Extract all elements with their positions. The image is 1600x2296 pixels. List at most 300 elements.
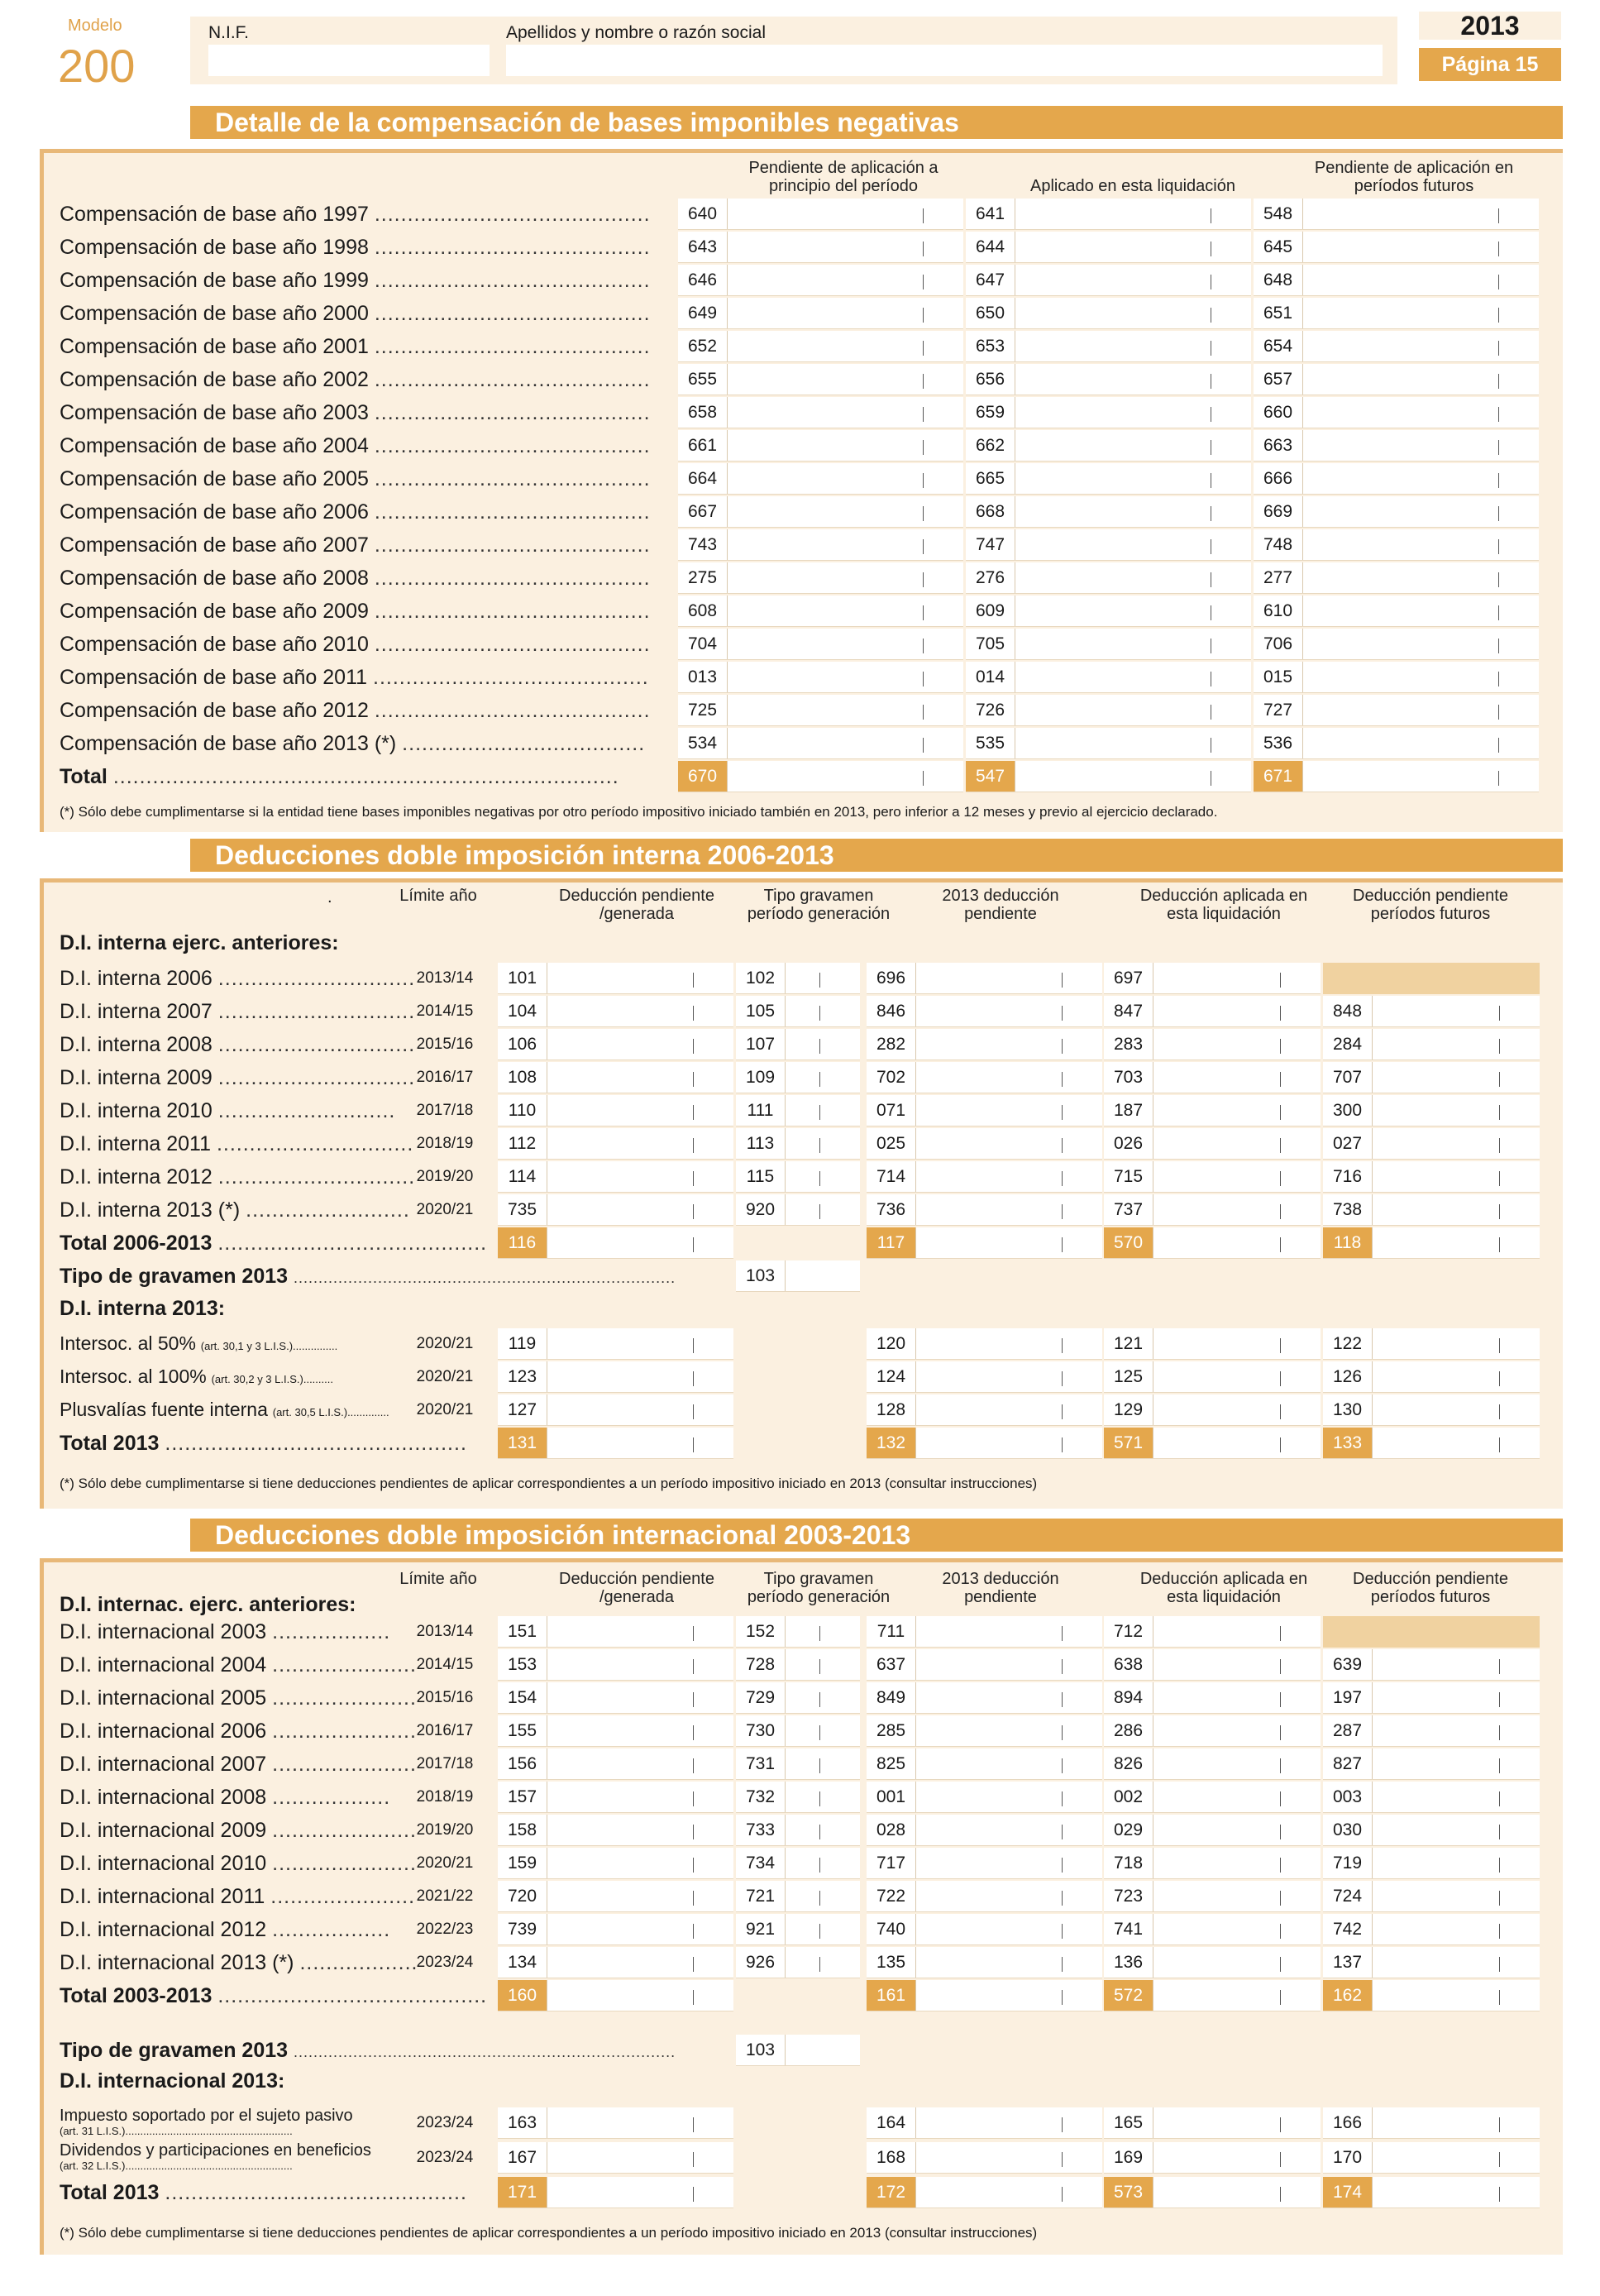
pendiente-inicio-field[interactable] xyxy=(678,596,963,627)
box-code: 029 xyxy=(1104,1815,1153,1845)
deduccion-aplicada-field[interactable] xyxy=(1104,1095,1321,1126)
decimal-separator xyxy=(693,1072,694,1087)
tipo-gravamen-field[interactable] xyxy=(736,1782,860,1813)
pendiente-inicio-field[interactable] xyxy=(678,397,963,428)
aplicado-field[interactable] xyxy=(966,298,1251,329)
pendiente-futuros-field[interactable] xyxy=(1254,463,1539,495)
total-deduccion-field[interactable] xyxy=(498,1227,733,1259)
deduccion-2013-field[interactable] xyxy=(867,1682,1102,1714)
tipo-gravamen-row-label xyxy=(60,2035,729,2068)
deduccion-pendiente-futuros-field[interactable] xyxy=(1323,1715,1540,1747)
deduccion-pendiente-field[interactable] xyxy=(498,1616,733,1648)
limite-year: 2013/14 xyxy=(416,1623,474,1640)
box-code: 671 xyxy=(1254,761,1303,792)
deduccion-pendiente-field[interactable] xyxy=(498,1815,733,1846)
footnote-di-internacional: (*) Sólo debe cumplimentarse si tiene deducciones pendientes de aplicar correspondientes a un período impositivo iniciado en 2013 (consultar instrucciones) xyxy=(60,2225,1038,2241)
deduccion-pendiente-futuros-field[interactable] xyxy=(1323,1848,1540,1879)
deduccion-pendiente-field[interactable] xyxy=(498,1161,733,1193)
box-code: 028 xyxy=(867,1815,916,1845)
tipo-gravamen-field[interactable] xyxy=(736,1947,860,1978)
decimal-separator xyxy=(1280,1105,1281,1120)
deduccion-aplicada-field[interactable] xyxy=(1104,1914,1321,1945)
decimal-separator xyxy=(1280,1626,1281,1641)
tipo-gravamen-field[interactable] xyxy=(736,1748,860,1780)
tipo-gravamen-field[interactable] xyxy=(736,1095,860,1126)
deduccion-pendiente-field[interactable] xyxy=(498,1128,733,1160)
deduccion-2013-field[interactable] xyxy=(867,1062,1102,1093)
aplicado-field[interactable] xyxy=(966,430,1251,462)
aplicado-field[interactable] xyxy=(966,331,1251,362)
deduccion-pendiente-futuros-field[interactable] xyxy=(1323,1095,1540,1126)
compensacion-row-label xyxy=(60,232,671,263)
row-label-text: D.I. internacional 2013 (*) xyxy=(60,1951,294,1974)
compensacion-row-label xyxy=(60,562,671,594)
deduccion-2013-field[interactable] xyxy=(867,2142,1102,2174)
deduccion-pendiente-futuros-field[interactable] xyxy=(1323,1815,1540,1846)
decimal-separator xyxy=(923,440,924,455)
tipo-gravamen-field[interactable] xyxy=(736,1881,860,1912)
total-pendiente-field[interactable] xyxy=(1323,2177,1540,2208)
deduccion-aplicada-field[interactable] xyxy=(1104,1194,1321,1226)
deduccion-pendiente-field[interactable] xyxy=(498,1194,733,1226)
tipo-gravamen-field[interactable] xyxy=(736,1914,860,1945)
box-code: 102 xyxy=(736,963,786,993)
deduccion-aplicada-field[interactable] xyxy=(1104,1394,1321,1426)
row-label-text: Compensación de base año 1999 xyxy=(60,269,369,292)
aplicado-field[interactable] xyxy=(966,397,1251,428)
deduccion-2013-field[interactable] xyxy=(867,996,1102,1027)
box-code: 536 xyxy=(1254,728,1303,758)
tipo-gravamen-2013-field[interactable] xyxy=(736,2035,860,2066)
leader-dots: .............. xyxy=(347,1406,389,1418)
di-row-label xyxy=(60,1748,417,1780)
deduccion-2013-field[interactable] xyxy=(867,1815,1102,1846)
deduccion-2013-field[interactable] xyxy=(867,1394,1102,1426)
deduccion-pendiente-futuros-field[interactable] xyxy=(1323,1649,1540,1681)
box-code: 117 xyxy=(867,1227,916,1258)
aplicado-field[interactable] xyxy=(966,529,1251,561)
deduccion-2013-field[interactable] xyxy=(867,1194,1102,1226)
deduccion-aplicada-field[interactable] xyxy=(1104,1848,1321,1879)
box-code: 638 xyxy=(1104,1649,1153,1680)
box-code: 742 xyxy=(1323,1914,1373,1944)
deduccion-pendiente-futuros-field[interactable] xyxy=(1323,1782,1540,1813)
decimal-separator xyxy=(923,672,924,686)
box-code: 608 xyxy=(678,596,728,626)
aplicado-field[interactable] xyxy=(966,629,1251,660)
deduccion-pendiente-field[interactable] xyxy=(498,1715,733,1747)
tipo-gravamen-field[interactable] xyxy=(736,1616,860,1648)
total-pendiente-futuros-field[interactable] xyxy=(1254,761,1539,792)
box-code: 703 xyxy=(1104,1062,1153,1093)
shaded-disabled-box xyxy=(1323,1616,1540,1648)
decimal-separator xyxy=(693,1758,694,1773)
compensacion-row-label xyxy=(60,298,671,329)
deduccion-pendiente-futuros-field[interactable] xyxy=(1323,2107,1540,2139)
box-code: 127 xyxy=(498,1394,547,1425)
decimal-separator xyxy=(1280,1659,1281,1674)
deduccion-pendiente-field[interactable] xyxy=(498,2107,733,2139)
deduccion-pendiente-field[interactable] xyxy=(498,1848,733,1879)
pendiente-inicio-field[interactable] xyxy=(678,364,963,395)
pendiente-futuros-field[interactable] xyxy=(1254,695,1539,726)
deduccion-aplicada-field[interactable] xyxy=(1104,963,1321,994)
box-code: 159 xyxy=(498,1848,547,1878)
box-code: 721 xyxy=(736,1881,786,1911)
deduccion-pendiente-futuros-field[interactable] xyxy=(1323,1194,1540,1226)
pendiente-futuros-field[interactable] xyxy=(1254,596,1539,627)
pendiente-inicio-field[interactable] xyxy=(678,463,963,495)
decimal-separator xyxy=(1280,1891,1281,1906)
pendiente-inicio-field[interactable] xyxy=(678,695,963,726)
leader-dots: .............................. xyxy=(217,967,416,990)
aplicado-field[interactable] xyxy=(966,562,1251,594)
decimal-separator xyxy=(819,1891,820,1906)
tipo-gravamen-field[interactable] xyxy=(736,1649,860,1681)
decimal-separator xyxy=(819,1924,820,1939)
tipo-gravamen-field[interactable] xyxy=(736,1128,860,1160)
total-aplicada-field[interactable] xyxy=(1104,1980,1321,2011)
deduccion-aplicada-field[interactable] xyxy=(1104,1161,1321,1193)
deduccion-pendiente-field[interactable] xyxy=(498,1881,733,1912)
aplicado-field[interactable] xyxy=(966,463,1251,495)
deduccion-2013-field[interactable] xyxy=(867,1029,1102,1060)
box-code: 197 xyxy=(1323,1682,1373,1713)
total-aplicada-field[interactable] xyxy=(1104,2177,1321,2208)
decimal-separator xyxy=(1062,1072,1063,1087)
di-row-label xyxy=(60,963,416,994)
deduccion-pendiente-futuros-field[interactable] xyxy=(1323,1947,1540,1978)
deduccion-2013-field[interactable] xyxy=(867,1748,1102,1780)
box-code: 736 xyxy=(867,1194,916,1225)
leader-dots: .............................. xyxy=(217,1033,416,1056)
leader-dots: .......................................... xyxy=(374,533,651,557)
total-deduccion-field[interactable] xyxy=(498,1980,733,2011)
pendiente-futuros-field[interactable] xyxy=(1254,662,1539,693)
box-code: 174 xyxy=(1323,2177,1373,2208)
pendiente-inicio-field[interactable] xyxy=(678,199,963,230)
deduccion-pendiente-futuros-field[interactable] xyxy=(1323,1029,1540,1060)
aplicado-field[interactable] xyxy=(966,728,1251,759)
deduccion-pendiente-field[interactable] xyxy=(498,1649,733,1681)
total-deduccion-field[interactable] xyxy=(498,1428,733,1459)
box-code: 704 xyxy=(678,629,728,659)
deduccion-2013-field[interactable] xyxy=(867,1361,1102,1393)
total-pendiente-field[interactable] xyxy=(1323,1428,1540,1459)
tipo-gravamen-2013-field[interactable] xyxy=(736,1260,860,1292)
row-label-text: Compensación de base año 2005 xyxy=(60,467,369,490)
total-pendiente-field[interactable] xyxy=(1323,1980,1540,2011)
di-row-label xyxy=(60,1194,410,1226)
pendiente-futuros-field[interactable] xyxy=(1254,562,1539,594)
tipo-gravamen-field[interactable] xyxy=(736,996,860,1027)
box-code: 014 xyxy=(966,662,1015,692)
decimal-separator xyxy=(923,473,924,488)
decimal-separator xyxy=(1499,1105,1500,1120)
row-label-text: D.I. interna 2008 xyxy=(60,1033,213,1056)
box-code: 723 xyxy=(1104,1881,1153,1911)
deduccion-pendiente-futuros-field[interactable] xyxy=(1323,2142,1540,2174)
deduccion-aplicada-field[interactable] xyxy=(1104,1029,1321,1060)
di-row-label xyxy=(60,1649,417,1681)
deduccion-pendiente-field[interactable] xyxy=(498,1748,733,1780)
decimal-separator xyxy=(1499,1791,1500,1806)
deduccion-2013-field[interactable] xyxy=(867,1095,1102,1126)
decimal-separator xyxy=(819,1957,820,1972)
deduccion-pendiente-futuros-field[interactable] xyxy=(1323,1361,1540,1393)
tipo-gravamen-field[interactable] xyxy=(736,1682,860,1714)
deduccion-aplicada-field[interactable] xyxy=(1104,1062,1321,1093)
pendiente-futuros-field[interactable] xyxy=(1254,199,1539,230)
deduccion-pendiente-futuros-field[interactable] xyxy=(1323,1914,1540,1945)
tipo-gravamen-field[interactable] xyxy=(736,1194,860,1226)
decimal-separator xyxy=(1280,1039,1281,1054)
box-code: 570 xyxy=(1104,1227,1153,1258)
deduccion-pendiente-futuros-field[interactable] xyxy=(1323,1328,1540,1360)
deduccion-pendiente-futuros-field[interactable] xyxy=(1323,1394,1540,1426)
pendiente-futuros-field[interactable] xyxy=(1254,728,1539,759)
total-2013-field[interactable] xyxy=(867,1227,1102,1259)
deduccion-aplicada-field[interactable] xyxy=(1104,1128,1321,1160)
deduccion-pendiente-futuros-field[interactable] xyxy=(1323,1062,1540,1093)
box-code: 114 xyxy=(498,1161,547,1192)
box-code: 071 xyxy=(867,1095,916,1126)
deduccion-2013-field[interactable] xyxy=(867,1848,1102,1879)
decimal-separator xyxy=(1499,1825,1500,1839)
deduccion-aplicada-field[interactable] xyxy=(1104,1782,1321,1813)
pendiente-inicio-field[interactable] xyxy=(678,496,963,528)
box-code: 732 xyxy=(736,1782,786,1812)
row-label-text: Compensación de base año 2003 xyxy=(60,401,369,424)
deduccion-pendiente-futuros-field[interactable] xyxy=(1323,1161,1540,1193)
total-2013-field[interactable] xyxy=(867,1428,1102,1459)
decimal-separator xyxy=(1062,1990,1063,2005)
aplicado-field[interactable] xyxy=(966,662,1251,693)
di-row-label xyxy=(60,1848,417,1879)
decimal-separator xyxy=(1062,1338,1063,1353)
row-label-text: Total xyxy=(60,765,107,788)
box-code: 657 xyxy=(1254,364,1303,395)
row-label-text: Compensación de base año 1998 xyxy=(60,236,369,259)
decimal-separator xyxy=(1062,1204,1063,1219)
di-row-label xyxy=(60,996,416,1027)
deduccion-aplicada-field[interactable] xyxy=(1104,1361,1321,1393)
box-code: 727 xyxy=(1254,695,1303,725)
pendiente-futuros-field[interactable] xyxy=(1254,298,1539,329)
leader-dots: ........................................................ xyxy=(125,2125,293,2137)
deduccion-aplicada-field[interactable] xyxy=(1104,1748,1321,1780)
col-header-2013: 2013 deducción pendiente xyxy=(942,1570,1059,1606)
deduccion-pendiente-field[interactable] xyxy=(498,1914,733,1945)
deduccion-pendiente-field[interactable] xyxy=(498,2142,733,2174)
total-aplicado-field[interactable] xyxy=(966,761,1251,792)
decimal-separator xyxy=(693,1957,694,1972)
total-deduccion-field[interactable] xyxy=(498,2177,733,2208)
total-aplicada-field[interactable] xyxy=(1104,1227,1321,1259)
deduccion-pendiente-field[interactable] xyxy=(498,1682,733,1714)
deduccion-pendiente-futuros-field[interactable] xyxy=(1323,1881,1540,1912)
leader-dots: ............................................................................. xyxy=(112,765,619,788)
deduccion-2013-field[interactable] xyxy=(867,2107,1102,2139)
aplicado-field[interactable] xyxy=(966,596,1251,627)
pendiente-futuros-field[interactable] xyxy=(1254,629,1539,660)
deduccion-pendiente-futuros-field[interactable] xyxy=(1323,1128,1540,1160)
aplicado-field[interactable] xyxy=(966,695,1251,726)
deduccion-pendiente-field[interactable] xyxy=(498,1328,733,1360)
total-2013-field[interactable] xyxy=(867,2177,1102,2208)
total-aplicada-field[interactable] xyxy=(1104,1428,1321,1459)
decimal-separator xyxy=(819,1006,820,1021)
pendiente-inicio-field[interactable] xyxy=(678,629,963,660)
deduccion-pendiente-field[interactable] xyxy=(498,963,733,994)
name-field[interactable] xyxy=(506,45,1383,76)
row-label-text: Compensación de base año 2011 xyxy=(60,666,368,689)
deduccion-aplicada-field[interactable] xyxy=(1104,1947,1321,1978)
deduccion-aplicada-field[interactable] xyxy=(1104,1328,1321,1360)
deduccion-pendiente-field[interactable] xyxy=(498,1361,733,1393)
pendiente-futuros-field[interactable] xyxy=(1254,265,1539,296)
legal-ref: (art. 30,5 L.I.S.) xyxy=(272,1406,348,1418)
deduccion-aplicada-field[interactable] xyxy=(1104,1815,1321,1846)
decimal-separator xyxy=(1280,1171,1281,1186)
total-2013-field[interactable] xyxy=(867,1980,1102,2011)
deduccion-aplicada-field[interactable] xyxy=(1104,1715,1321,1747)
deduccion-2013-field[interactable] xyxy=(867,1715,1102,1747)
pendiente-inicio-field[interactable] xyxy=(678,265,963,296)
pendiente-futuros-field[interactable] xyxy=(1254,232,1539,263)
pendiente-inicio-field[interactable] xyxy=(678,232,963,263)
box-code: 134 xyxy=(498,1947,547,1978)
leader-dots: ...................... xyxy=(270,1885,416,1908)
deduccion-pendiente-futuros-field[interactable] xyxy=(1323,1748,1540,1780)
tipo-gravamen-field[interactable] xyxy=(736,1848,860,1879)
deduccion-pendiente-field[interactable] xyxy=(498,1947,733,1978)
di-row-label xyxy=(60,1715,417,1747)
tipo-gravamen-field[interactable] xyxy=(736,1815,860,1846)
pendiente-futuros-field[interactable] xyxy=(1254,331,1539,362)
deduccion-aplicada-field[interactable] xyxy=(1104,996,1321,1027)
pendiente-futuros-field[interactable] xyxy=(1254,397,1539,428)
decimal-separator xyxy=(693,1990,694,2005)
pendiente-inicio-field[interactable] xyxy=(678,562,963,594)
deduccion-aplicada-field[interactable] xyxy=(1104,1616,1321,1648)
pendiente-inicio-field[interactable] xyxy=(678,529,963,561)
box-code: 670 xyxy=(678,761,728,792)
decimal-separator xyxy=(1499,1990,1500,2005)
aplicado-field[interactable] xyxy=(966,232,1251,263)
box-code: 287 xyxy=(1323,1715,1373,1746)
deduccion-aplicada-field[interactable] xyxy=(1104,1682,1321,1714)
box-code: 125 xyxy=(1104,1361,1153,1392)
decimal-separator xyxy=(1280,2152,1281,2167)
tipo-gravamen-field[interactable] xyxy=(736,1161,860,1193)
deduccion-2013-field[interactable] xyxy=(867,1616,1102,1648)
decimal-separator xyxy=(1498,374,1499,389)
tipo-gravamen-field[interactable] xyxy=(736,963,860,994)
pendiente-inicio-field[interactable] xyxy=(678,331,963,362)
aplicado-field[interactable] xyxy=(966,496,1251,528)
box-code: 128 xyxy=(867,1394,916,1425)
pendiente-futuros-field[interactable] xyxy=(1254,430,1539,462)
pendiente-futuros-field[interactable] xyxy=(1254,529,1539,561)
total-pendiente-inicio-field[interactable] xyxy=(678,761,963,792)
decimal-separator xyxy=(693,1791,694,1806)
tipo-gravamen-field[interactable] xyxy=(736,1062,860,1093)
leader-dots: .............................. xyxy=(217,1066,416,1089)
pendiente-inicio-field[interactable] xyxy=(678,728,963,759)
box-code: 661 xyxy=(678,430,728,461)
deduccion-pendiente-field[interactable] xyxy=(498,1095,733,1126)
deduccion-aplicada-field[interactable] xyxy=(1104,2142,1321,2174)
row-label-ref xyxy=(60,2160,399,2172)
subheading-2013: D.I. interna 2013: xyxy=(60,1297,226,1320)
pendiente-futuros-field[interactable] xyxy=(1254,364,1539,395)
deduccion-pendiente-futuros-field[interactable] xyxy=(1323,996,1540,1027)
aplicado-field[interactable] xyxy=(966,364,1251,395)
limite-year: 2015/16 xyxy=(416,1689,474,1706)
deduccion-aplicada-field[interactable] xyxy=(1104,1649,1321,1681)
row-label-text: Compensación de base año 2000 xyxy=(60,302,369,325)
decimal-separator xyxy=(1498,242,1499,256)
box-code: 920 xyxy=(736,1194,786,1225)
deduccion-aplicada-field[interactable] xyxy=(1104,2107,1321,2139)
row-label-text: D.I. internacional 2008 xyxy=(60,1786,267,1809)
deduccion-aplicada-field[interactable] xyxy=(1104,1881,1321,1912)
box-code: 669 xyxy=(1254,496,1303,527)
pendiente-inicio-field[interactable] xyxy=(678,298,963,329)
deduccion-2013-field[interactable] xyxy=(867,1914,1102,1945)
decimal-separator xyxy=(923,572,924,587)
leader-dots: .............................. xyxy=(216,1132,414,1155)
pendiente-futuros-field[interactable] xyxy=(1254,496,1539,528)
deduccion-pendiente-field[interactable] xyxy=(498,1062,733,1093)
box-code: 729 xyxy=(736,1682,786,1713)
decimal-separator xyxy=(1280,2117,1281,2132)
box-code: 610 xyxy=(1254,596,1303,626)
decimal-separator xyxy=(693,1237,694,1252)
deduccion-2013-field[interactable] xyxy=(867,1881,1102,1912)
decimal-separator xyxy=(1499,1138,1500,1153)
deduccion-pendiente-futuros-field[interactable] xyxy=(1323,1682,1540,1714)
pendiente-inicio-field[interactable] xyxy=(678,662,963,693)
tipo-gravamen-field[interactable] xyxy=(736,1715,860,1747)
deduccion-pendiente-field[interactable] xyxy=(498,1782,733,1813)
box-code: 740 xyxy=(867,1914,916,1944)
decimal-separator xyxy=(923,208,924,223)
total-pendiente-field[interactable] xyxy=(1323,1227,1540,1259)
deduccion-pendiente-field[interactable] xyxy=(498,996,733,1027)
box-code: 172 xyxy=(867,2177,916,2208)
deduccion-2013-field[interactable] xyxy=(867,1328,1102,1360)
deduccion-2013-field[interactable] xyxy=(867,1782,1102,1813)
deduccion-pendiente-field[interactable] xyxy=(498,1394,733,1426)
tipo-gravamen-field[interactable] xyxy=(736,1029,860,1060)
aplicado-field[interactable] xyxy=(966,199,1251,230)
deduccion-pendiente-field[interactable] xyxy=(498,1029,733,1060)
pendiente-inicio-field[interactable] xyxy=(678,430,963,462)
leader-dots: .......................................... xyxy=(374,203,651,226)
deduccion-2013-field[interactable] xyxy=(867,963,1102,994)
deduccion-2013-field[interactable] xyxy=(867,1128,1102,1160)
deduccion-2013-field[interactable] xyxy=(867,1649,1102,1681)
box-code: 743 xyxy=(678,529,728,560)
deduccion-2013-field[interactable] xyxy=(867,1947,1102,1978)
decimal-separator xyxy=(1280,1957,1281,1972)
nif-field[interactable] xyxy=(208,45,490,76)
aplicado-field[interactable] xyxy=(966,265,1251,296)
section-title-di-internacional: Deducciones doble imposición internacional 2003-2013 xyxy=(190,1519,1563,1552)
deduccion-2013-field[interactable] xyxy=(867,1161,1102,1193)
